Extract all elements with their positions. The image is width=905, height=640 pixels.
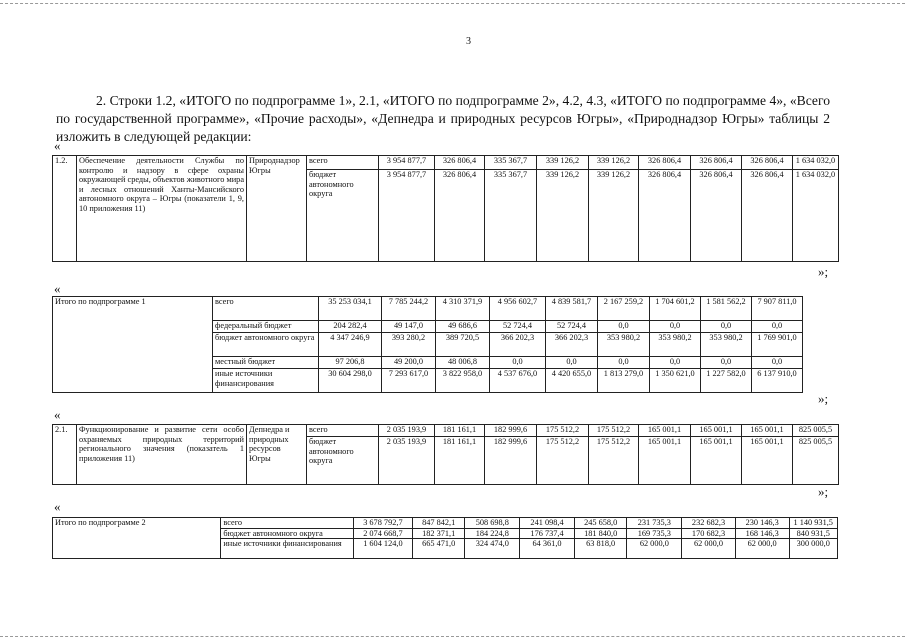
- value-cell: 2 074 668,7: [353, 528, 412, 539]
- value-cell: 0,0: [490, 357, 546, 369]
- value-cell: 62 000,0: [627, 539, 682, 559]
- scan-bottom-edge: [0, 636, 905, 637]
- value-cell: 97 206,8: [319, 357, 382, 369]
- measure-name: Обеспечение деятельности Службы по контролю и надзору в сфере охраны окружающей среды, объектов животного мира и лесных отношений Ханты-Мансийского автономного округа – Югры (показатели 1, 9, 10 приложения 11): [77, 156, 247, 262]
- value-cell: 508 698,8: [465, 518, 520, 529]
- value-cell: 825 005,5: [793, 425, 839, 437]
- total-label: Итого по подпрограмме 1: [53, 297, 213, 393]
- value-cell: 175 512,2: [537, 437, 589, 485]
- value-cell: 62 000,0: [682, 539, 736, 559]
- close-quote: »;: [818, 484, 829, 499]
- value-cell: 62 000,0: [735, 539, 789, 559]
- value-cell: 232 682,3: [682, 518, 736, 529]
- value-cell: 175 512,2: [589, 437, 639, 485]
- value-cell: 326 806,4: [435, 156, 485, 170]
- funding-source: всего: [307, 156, 379, 170]
- table-row: [53, 518, 838, 529]
- value-cell: 1 227 582,0: [701, 369, 752, 393]
- value-cell: 4 537 676,0: [490, 369, 546, 393]
- value-cell: 2 035 193,9: [379, 425, 435, 437]
- funding-source: всего: [221, 518, 354, 529]
- close-quote: »;: [818, 391, 829, 406]
- value-cell: 0,0: [650, 321, 701, 333]
- value-cell: 165 001,1: [639, 437, 691, 485]
- value-cell: 182 999,6: [485, 425, 537, 437]
- value-cell: 326 806,4: [639, 156, 691, 170]
- value-cell: 324 474,0: [465, 539, 520, 559]
- value-cell: 353 980,2: [650, 333, 701, 357]
- value-cell: 326 806,4: [742, 170, 793, 262]
- value-cell: 175 512,2: [589, 425, 639, 437]
- funding-source: бюджет автономного округа: [213, 333, 319, 357]
- value-cell: 393 280,2: [382, 333, 436, 357]
- funding-source: иные источники финансирования: [221, 539, 354, 559]
- table-row: [53, 425, 839, 437]
- value-cell: 175 512,2: [537, 425, 589, 437]
- value-cell: 366 202,3: [546, 333, 598, 357]
- value-cell: 326 806,4: [639, 170, 691, 262]
- value-cell: 49 686,6: [436, 321, 490, 333]
- value-cell: 64 361,0: [520, 539, 575, 559]
- value-cell: 0,0: [701, 321, 752, 333]
- total-label: Итого по подпрограмме 2: [53, 518, 221, 559]
- value-cell: 840 931,5: [789, 528, 838, 539]
- value-cell: 1 140 931,5: [789, 518, 838, 529]
- value-cell: 3 954 877,7: [379, 170, 435, 262]
- table-row: [53, 297, 849, 321]
- value-cell: 1 581 562,2: [701, 297, 752, 321]
- value-cell: 3 822 958,0: [436, 369, 490, 393]
- value-cell: 326 806,4: [742, 156, 793, 170]
- value-cell: 52 724,4: [490, 321, 546, 333]
- value-cell: 3 678 792,7: [353, 518, 412, 529]
- value-cell: 0,0: [650, 357, 701, 369]
- value-cell: 300 000,0: [789, 539, 838, 559]
- funding-source: федеральный бюджет: [213, 321, 319, 333]
- value-cell: 825 005,5: [793, 437, 839, 485]
- value-cell: 231 735,3: [627, 518, 682, 529]
- value-cell: 0,0: [598, 357, 650, 369]
- value-cell: 63 818,0: [574, 539, 627, 559]
- value-cell: 182 371,1: [412, 528, 465, 539]
- table-row: [53, 156, 839, 170]
- value-cell: 1 604 124,0: [353, 539, 412, 559]
- value-cell: 1 704 601,2: [650, 297, 701, 321]
- table-total-subprogram-1: [52, 296, 849, 393]
- value-cell: 2 035 193,9: [379, 437, 435, 485]
- funding-source: местный бюджет: [213, 357, 319, 369]
- value-cell: 170 682,3: [682, 528, 736, 539]
- funding-source: всего: [213, 297, 319, 321]
- value-cell: 7 785 244,2: [382, 297, 436, 321]
- value-cell: 339 126,2: [537, 170, 589, 262]
- close-quote: »;: [818, 264, 829, 279]
- table-total-subprogram-2: [52, 517, 838, 559]
- value-cell: 1 769 901,0: [752, 333, 803, 357]
- value-cell: 35 253 034,1: [319, 297, 382, 321]
- value-cell: 4 420 655,0: [546, 369, 598, 393]
- value-cell: 326 806,4: [435, 170, 485, 262]
- measure-name: Функционирование и развитие сети особо охраняемых природных территорий регионального значения (показатель 1 приложения 11): [77, 425, 247, 485]
- value-cell: 52 724,4: [546, 321, 598, 333]
- value-cell: 1 350 621,0: [650, 369, 701, 393]
- value-cell: 1 813 279,0: [598, 369, 650, 393]
- value-cell: 0,0: [752, 357, 803, 369]
- value-cell: 230 146,3: [735, 518, 789, 529]
- page-number: 3: [466, 36, 471, 47]
- value-cell: 165 001,1: [639, 425, 691, 437]
- value-cell: 326 806,4: [691, 156, 742, 170]
- value-cell: 353 980,2: [701, 333, 752, 357]
- value-cell: 389 720,5: [436, 333, 490, 357]
- value-cell: 184 224,8: [465, 528, 520, 539]
- open-quote: «: [54, 499, 61, 514]
- value-cell: 4 839 581,7: [546, 297, 598, 321]
- table-row-1-2: [52, 155, 839, 262]
- value-cell: 48 006,8: [436, 357, 490, 369]
- value-cell: 339 126,2: [589, 156, 639, 170]
- value-cell: 665 471,0: [412, 539, 465, 559]
- value-cell: 168 146,3: [735, 528, 789, 539]
- funding-source: бюджет автономного округа: [307, 437, 379, 485]
- value-cell: 165 001,1: [742, 437, 793, 485]
- value-cell: 245 658,0: [574, 518, 627, 529]
- value-cell: 339 126,2: [589, 170, 639, 262]
- row-number: 2.1.: [53, 425, 77, 485]
- value-cell: 335 367,7: [485, 156, 537, 170]
- value-cell: 4 310 371,9: [436, 297, 490, 321]
- value-cell: 335 367,7: [485, 170, 537, 262]
- value-cell: 7 293 617,0: [382, 369, 436, 393]
- funding-source: иные источники финансирования: [213, 369, 319, 393]
- funding-source: всего: [307, 425, 379, 437]
- value-cell: 4 956 602,7: [490, 297, 546, 321]
- value-cell: 169 735,3: [627, 528, 682, 539]
- value-cell: 366 202,3: [490, 333, 546, 357]
- open-quote: «: [54, 407, 61, 422]
- scan-top-edge: [0, 3, 905, 4]
- executor: Депнедра и природных ресурсов Югры: [247, 425, 307, 485]
- value-cell: 4 347 246,9: [319, 333, 382, 357]
- value-cell: 165 001,1: [691, 437, 742, 485]
- table-row-2-1: [52, 424, 839, 485]
- value-cell: 3 954 877,7: [379, 156, 435, 170]
- value-cell: 2 167 259,2: [598, 297, 650, 321]
- value-cell: 6 137 910,0: [752, 369, 803, 393]
- value-cell: 1 634 032,0: [793, 170, 839, 262]
- value-cell: 847 842,1: [412, 518, 465, 529]
- value-cell: 241 098,4: [520, 518, 575, 529]
- open-quote: «: [54, 281, 61, 296]
- value-cell: 0,0: [598, 321, 650, 333]
- value-cell: 49 200,0: [382, 357, 436, 369]
- value-cell: 1 634 032,0: [793, 156, 839, 170]
- value-cell: 176 737,4: [520, 528, 575, 539]
- value-cell: 339 126,2: [537, 156, 589, 170]
- value-cell: 181 840,0: [574, 528, 627, 539]
- value-cell: 0,0: [546, 357, 598, 369]
- value-cell: 181 161,1: [435, 437, 485, 485]
- value-cell: 182 999,6: [485, 437, 537, 485]
- funding-source: бюджет автономного округа: [221, 528, 354, 539]
- executor: Природнадзор Югры: [247, 156, 307, 262]
- value-cell: 353 980,2: [598, 333, 650, 357]
- value-cell: 30 604 298,0: [319, 369, 382, 393]
- value-cell: 0,0: [701, 357, 752, 369]
- row-number: 1.2.: [53, 156, 77, 262]
- value-cell: 165 001,1: [691, 425, 742, 437]
- value-cell: 181 161,1: [435, 425, 485, 437]
- value-cell: 165 001,1: [742, 425, 793, 437]
- value-cell: 204 282,4: [319, 321, 382, 333]
- value-cell: 7 907 811,0: [752, 297, 803, 321]
- value-cell: 0,0: [752, 321, 803, 333]
- value-cell: 326 806,4: [691, 170, 742, 262]
- intro-paragraph: 2. Строки 1.2, «ИТОГО по подпрограмме 1», 2.1, «ИТОГО по подпрограмме 2», 4.2, 4.3, «ИТОГО по подпрограмме 4», «Всего по государственной программе», «Прочие расходы», «Депнедра и природных ресурсов Югры», «Природнадзор Югры» таблицы 2 изложить в следующей редакции:: [56, 93, 830, 144]
- open-quote: «: [54, 138, 61, 153]
- value-cell: 49 147,0: [382, 321, 436, 333]
- funding-source: бюджет автономного округа: [307, 170, 379, 262]
